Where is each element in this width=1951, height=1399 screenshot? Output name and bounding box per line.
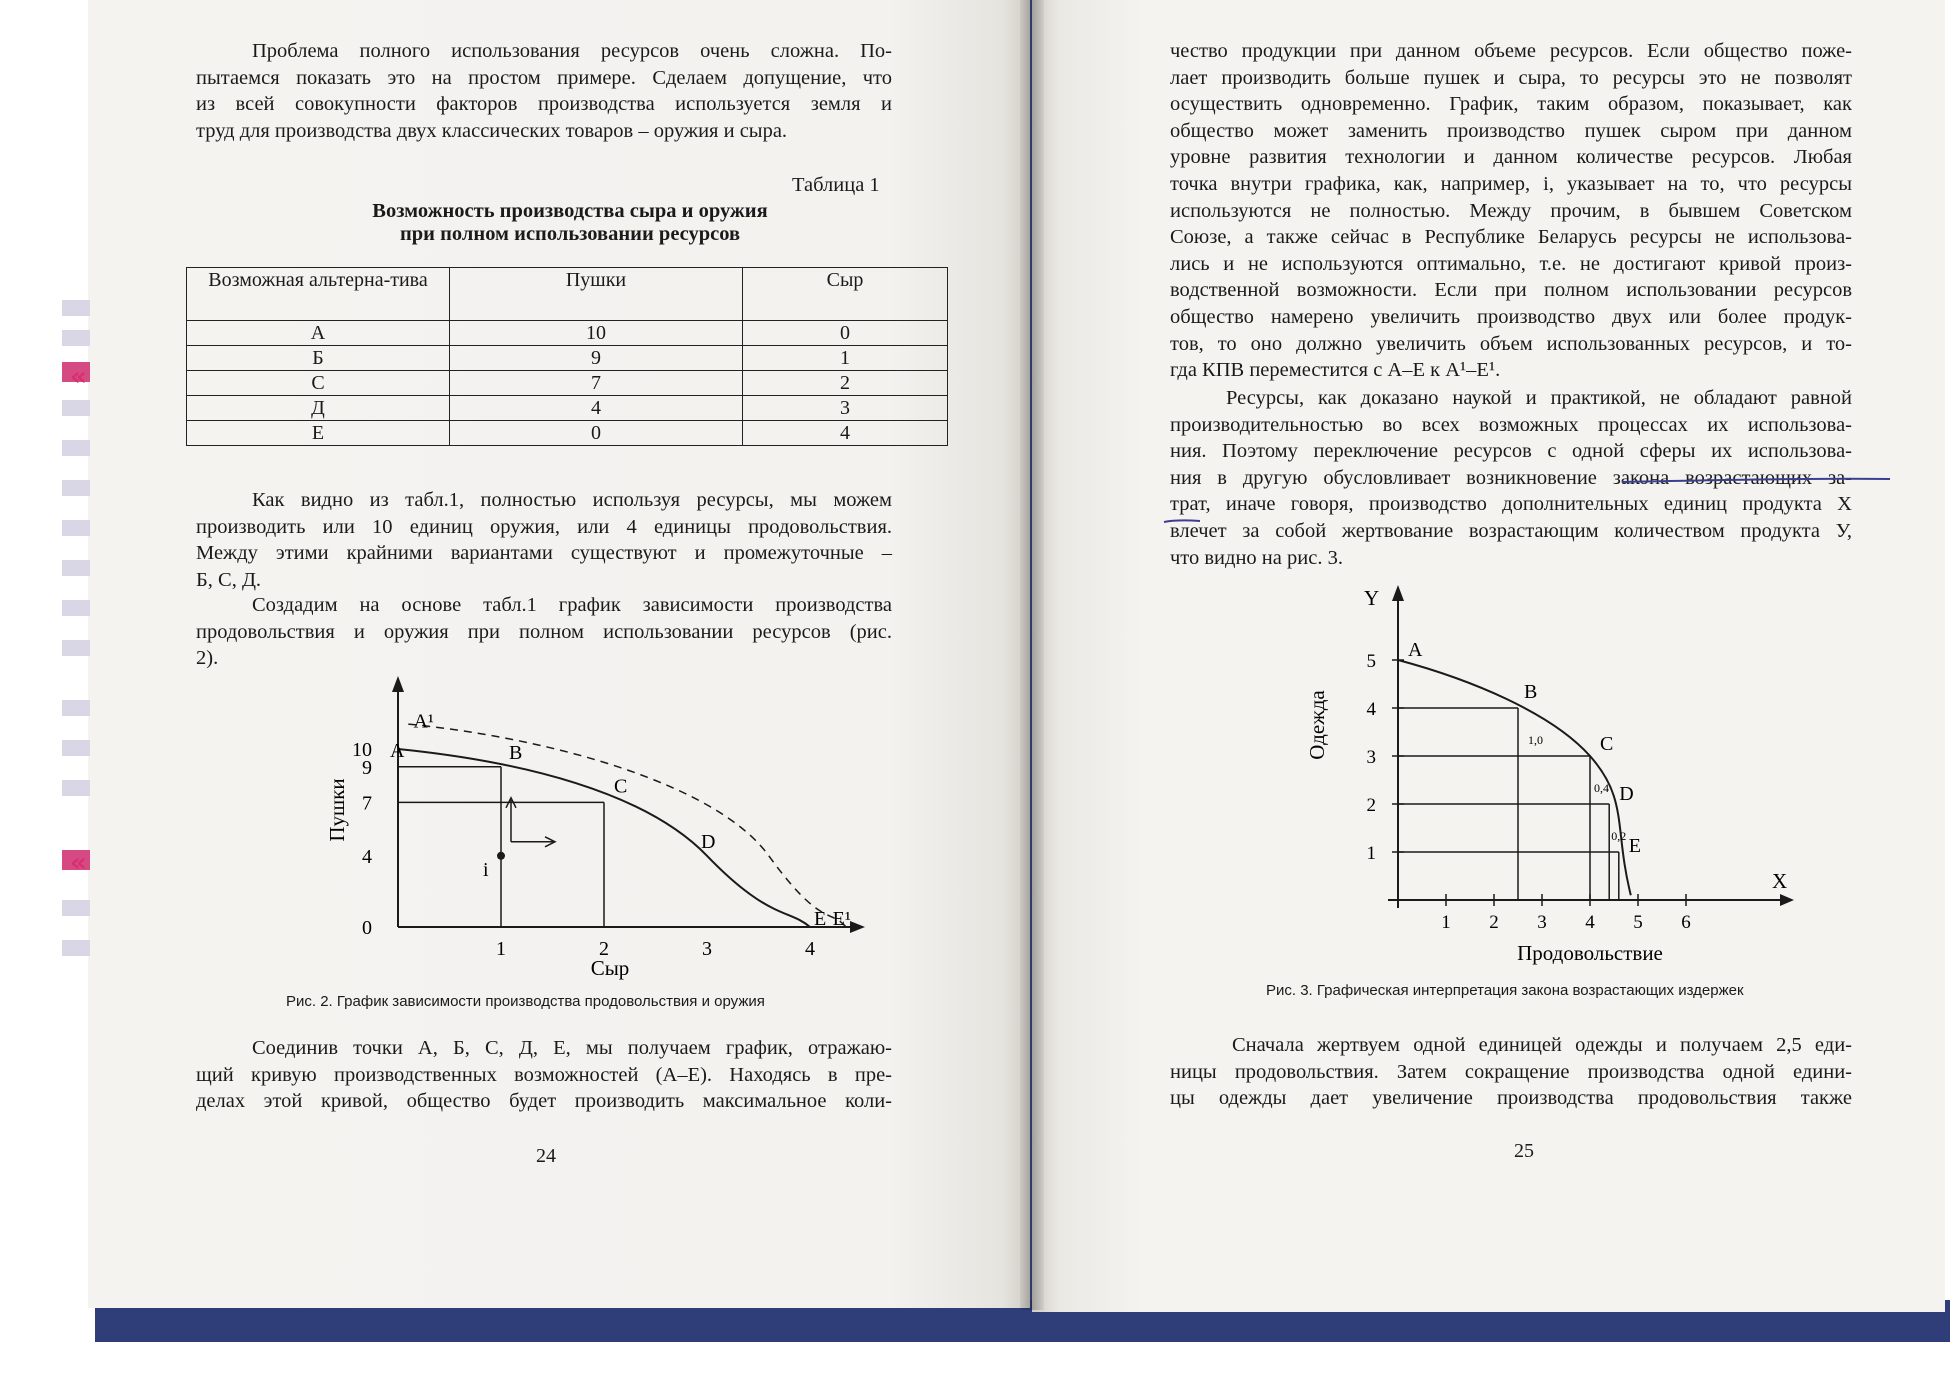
text-line: щий кривую производственных возможностей (А–Е). Находясь в пре- — [196, 1063, 892, 1086]
curve-point-label: E — [1628, 835, 1642, 857]
table-header-cell: Сыр — [743, 268, 948, 321]
text-line: ния в другую обусловливает возникновение закона возрастающих за- — [1170, 466, 1852, 489]
table-cell: 9 — [450, 346, 743, 371]
x-axis-label: Сыр — [590, 956, 630, 980]
text-line: тов, то оно должно увеличить объем использованных ресурсов, и то- — [1170, 332, 1852, 355]
x-tick-label: 6 — [1681, 912, 1691, 933]
y-tick-label: 2 — [1366, 795, 1376, 816]
text-line: производительностью во всех возможных процессах их использова- — [1170, 413, 1852, 436]
text-line: общество намерено увеличить производство двух или более продук- — [1170, 305, 1852, 328]
interior-point — [497, 852, 505, 860]
y-axis-arrow-icon — [1392, 585, 1404, 601]
table-cell: 3 — [743, 396, 948, 421]
curve-point-label: E — [814, 908, 827, 930]
y-axis-arrow-icon — [392, 676, 404, 692]
text-line: Соединив точки А, Б, С, Д, Е, мы получаем график, отражаю- — [252, 1037, 892, 1059]
page-number-left: 24 — [536, 1145, 556, 1167]
text-line: точка внутри графика, как, например, i, указывает на то, что ресурсы — [1170, 172, 1852, 195]
text-line: Между этими крайними вариантами существуют и промежуточные – — [196, 542, 892, 565]
table-label: Таблица 1 — [792, 174, 880, 196]
table-cell: А — [187, 321, 450, 346]
y-tick-label: 5 — [1366, 651, 1376, 672]
text-line: ницы продовольствия. Затем сокращение производства одной едини- — [1170, 1060, 1852, 1083]
curve-point-label: Е¹ — [832, 908, 851, 930]
text-line: лает производить больше пушек и сыра, то ресурсы это не позволят — [1170, 66, 1852, 89]
text-line: Б, С, Д. — [196, 568, 262, 591]
table-cell: 0 — [450, 421, 743, 446]
y-axis-label: Одежда — [1305, 690, 1329, 760]
text-line: 2). — [196, 647, 219, 670]
curve-point-label: D — [1619, 783, 1634, 805]
table-title — [180, 200, 960, 246]
y-tick-label: 0 — [362, 917, 372, 939]
y-tick-label: 3 — [1366, 747, 1376, 768]
y-tick-label: 7 — [362, 792, 372, 815]
table-cell: 1 — [743, 346, 948, 371]
text-line: Ресурсы, как доказано наукой и практикой, не обладают равной — [1226, 387, 1852, 409]
figure-3-caption: Рис. 3. Графическая интерпретация закона возрастающих издержек — [1266, 982, 1744, 999]
text-line: осуществить одновременно. График, таким образом, показывает, как — [1170, 93, 1852, 116]
table-cell: 0 — [743, 321, 948, 346]
text-line: ния. Поэтому переключение ресурсов с одной сферы их использова- — [1170, 440, 1852, 463]
text-line: Проблема полного использования ресурсов очень сложна. По- — [252, 40, 892, 62]
text-line: производить или 10 единиц оружия, или 4 единицы продовольствия. — [196, 515, 892, 538]
text-line: общество может заменить производство пушек сыром при данном — [1170, 119, 1852, 142]
x-tick-label: 1 — [1441, 912, 1451, 933]
left-paragraph-4 — [196, 1035, 892, 1115]
text-line: делах этой кривой, общество будет производить максимальное коли- — [196, 1090, 892, 1113]
interior-point-label: i — [483, 858, 489, 881]
x-axis-label: Продовольствие — [1517, 941, 1663, 965]
book-spine — [1020, 0, 1044, 1310]
table-cell: С — [187, 371, 450, 396]
y-tick-label: 1 — [1366, 843, 1376, 864]
x-tick-label: 5 — [1633, 912, 1643, 933]
table-cell: Е — [187, 421, 450, 446]
text-line: цы одежды дает увеличение производства продовольствия также — [1170, 1087, 1852, 1110]
text-line: пытаемся показать это на простом примере. Сделаем допущение, что — [196, 66, 892, 89]
table-cell: Б — [187, 346, 450, 371]
text-line: Как видно из табл.1, полностью используя ресурсы, мы можем — [252, 489, 892, 511]
x-tick-label: 2 — [1489, 912, 1499, 933]
alternatives-table — [186, 267, 948, 446]
bookmark-chevron-icon: « — [70, 848, 81, 878]
pen-annotation — [1160, 460, 1900, 540]
x-tick-label: 1 — [496, 938, 506, 960]
x-axis-arrow-icon — [1780, 894, 1794, 906]
curve-point-label: А — [390, 740, 405, 762]
table-cell: 4 — [743, 421, 948, 446]
text-line: из всей совокупности факторов производства используется земля и — [196, 93, 892, 116]
table-header-cell: Возможная альтерна-тива — [187, 268, 450, 321]
table-row — [187, 396, 948, 421]
curve-point-label: D — [701, 830, 716, 853]
y-tick-label: 9 — [362, 756, 372, 779]
text-line: Сначала жертвуем одной единицей одежды и получаем 2,5 еди- — [1232, 1034, 1852, 1056]
figure-2-caption: Рис. 2. График зависимости производства продовольствия и оружия — [286, 993, 765, 1010]
curve-point-label: C — [1600, 733, 1614, 755]
table-cell: 4 — [450, 396, 743, 421]
y-tick-label: 4 — [1366, 699, 1376, 720]
ppf-curve-shifted — [408, 724, 846, 927]
bookmark-chevron-icon: « — [70, 362, 81, 392]
text-line: водственной возможности. Если при полном использовании ресурсов — [1170, 279, 1852, 302]
left-paragraph-2 — [196, 487, 892, 593]
x-tick-label: 2 — [599, 938, 609, 960]
curve-point-label: B — [1524, 681, 1538, 703]
table-row — [187, 321, 948, 346]
y-axis-label: Пушки — [325, 778, 349, 842]
table-cell: 2 — [743, 371, 948, 396]
left-paragraph-1 — [196, 38, 892, 144]
right-paragraph-1 — [1170, 38, 1852, 384]
curve-point-label: B — [509, 741, 523, 764]
text-line: лись и не используются оптимально, т.е. не достигают кривой произ- — [1170, 252, 1852, 275]
table-title-line: при полном использовании ресурсов — [399, 223, 741, 245]
x-axis-letter: X — [1772, 869, 1788, 893]
table-row — [187, 346, 948, 371]
x-tick-label: 4 — [1585, 912, 1595, 933]
table-header-row — [187, 268, 948, 321]
y-tick-label: 4 — [362, 845, 372, 868]
y-axis-letter: Y — [1364, 586, 1380, 610]
curve-point-label: А¹ — [413, 710, 434, 733]
table-row — [187, 421, 948, 446]
text-line: гда КПВ переместится с А–Е к А¹–Е¹. — [1170, 359, 1501, 382]
page-number-right: 25 — [1514, 1140, 1534, 1162]
x-axis-arrow-icon — [850, 921, 865, 933]
text-line: уровне развития технологии и данном количестве ресурсов. Любая — [1170, 146, 1852, 169]
text-line: влечет за собой жертвование возрастающим количеством продукта У, — [1170, 519, 1852, 542]
text-line: труд для производства двух классических товаров – оружия и сыра. — [196, 119, 788, 142]
figure-2-chart — [320, 670, 880, 990]
table-cell: 7 — [450, 371, 743, 396]
curve-point-label: А — [1408, 639, 1423, 661]
text-line: продовольствия и оружия при полном использовании ресурсов (рис. — [196, 620, 892, 643]
text-line: Создадим на основе табл.1 график зависимости производства — [252, 594, 892, 616]
table-cell: 10 — [450, 321, 743, 346]
table-cell: Д — [187, 396, 450, 421]
y-tick-label: 10 — [352, 739, 372, 761]
right-paragraph-3 — [1170, 1032, 1852, 1112]
x-tick-label: 4 — [805, 938, 815, 960]
table-header-cell: Пушки — [450, 268, 743, 321]
curve-point-label: C — [614, 775, 628, 798]
text-line: используются не полностью. Между прочим, в бывшем Советском — [1170, 199, 1852, 222]
text-line: чество продукции при данном объеме ресурсов. Если общество поже- — [1170, 40, 1852, 62]
left-paragraph-3 — [196, 592, 892, 672]
table-row — [187, 371, 948, 396]
cost-curve — [1398, 660, 1634, 895]
text-line: трат, иначе говоря, производство дополнительных единиц продукта Х — [1170, 493, 1852, 516]
table-title-line: Возможность производства сыра и оружия — [372, 200, 768, 222]
x-tick-label: 3 — [1537, 912, 1547, 933]
step-label: 0,4 — [1594, 781, 1609, 795]
step-label: 0,2 — [1611, 829, 1627, 843]
text-line: что видно на рис. 3. — [1170, 546, 1343, 569]
step-label: 1,0 — [1528, 733, 1543, 747]
text-line: Союзе, а также сейчас в Республике Беларусь ресурсы не использова- — [1170, 226, 1852, 249]
x-tick-label: 3 — [702, 938, 712, 960]
figure-3-chart — [1300, 575, 1880, 970]
